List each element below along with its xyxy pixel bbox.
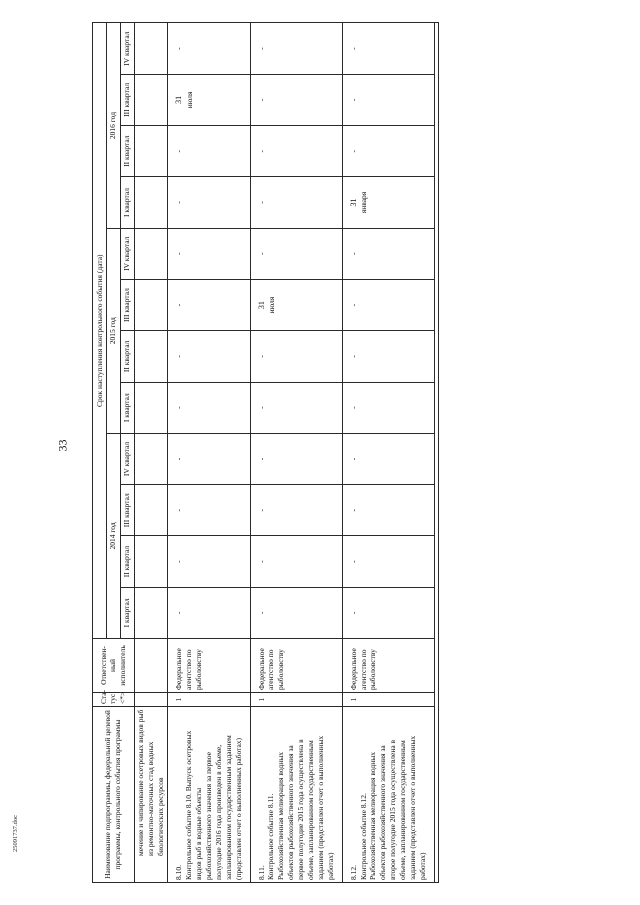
header-quarter: III квартал (120, 279, 134, 330)
header-status-column: Ста-тус <*> (93, 693, 135, 707)
event-name-cell (168, 707, 250, 883)
document-code: 25091737.doc (12, 814, 19, 852)
event-date-dash: - (250, 587, 342, 638)
event-date-dash: - (250, 331, 342, 382)
event-number: 8.10. (174, 865, 184, 880)
event-date-dash: - (168, 485, 250, 536)
event-date-day: 31 (174, 95, 184, 104)
rotated-table-container (92, 23, 612, 883)
event-date-dash: - (168, 331, 250, 382)
event-date-dash: - (250, 126, 342, 177)
event-status: 1 (342, 693, 434, 707)
empty-cell (134, 639, 168, 693)
event-date-dash: - (168, 382, 250, 433)
event-date-dash: - (168, 126, 250, 177)
event-date-day: 31 (256, 301, 266, 310)
event-date-dash: - (250, 74, 342, 125)
event-date-dash: - (342, 536, 434, 587)
event-executor: Федеральное агентство по рыболовству (168, 639, 250, 693)
event-date-dash: - (168, 228, 250, 279)
event-name: Контрольное событие 8.10. Выпуск осетровых видов рыб в водные объекты рыбохозяйственного значения за первое полугодие 2016 года произведен в объеме, запланированном государственным заданием (представлен отчет о выполненных работах) (184, 730, 243, 880)
event-date-dash: - (342, 382, 434, 433)
event-date-dash: - (250, 536, 342, 587)
header-quarter: IV квартал (120, 23, 134, 74)
event-status: 1 (250, 693, 342, 707)
header-quarter: I квартал (120, 587, 134, 638)
continuation-text (134, 707, 168, 883)
header-executor-column: Ответствен-ный исполнитель (93, 639, 135, 693)
header-quarter: III квартал (120, 74, 134, 125)
event-date-dash: - (250, 228, 342, 279)
event-date-dash: - (342, 74, 434, 125)
event-date-dash: - (342, 587, 434, 638)
empty-cell (134, 23, 168, 74)
event-date-cell (250, 279, 342, 330)
event-status: 1 (168, 693, 250, 707)
header-name-column: Наименование подпрограммы, федеральной целевой программы, контрольного события программы (93, 707, 135, 883)
header-quarter: III квартал (120, 485, 134, 536)
event-date-dash: - (342, 331, 434, 382)
event-date-dash: - (168, 433, 250, 484)
empty-cell (134, 331, 168, 382)
empty-cell (134, 382, 168, 433)
event-date-day: 31 (348, 198, 358, 207)
empty-cell (134, 177, 168, 228)
event-date-dash: - (342, 228, 434, 279)
empty-cell (134, 485, 168, 536)
table-row (168, 23, 250, 883)
event-date-dash: - (168, 536, 250, 587)
event-date-dash: - (168, 587, 250, 638)
bottom-border (434, 23, 438, 883)
event-name-cell (342, 707, 434, 883)
header-year-2015: 2015 год (106, 228, 120, 433)
event-date-month: января (359, 191, 369, 214)
table-bottom-rule (434, 23, 438, 883)
event-name: Контрольное событие 8.12. Рыбохозяйственная мелиорация водных объектов рыбохозяйственного значения за второе полугодие 2015 года осуществлена в объеме, запланированном государственным заданием (представлен отчет о выполненных работах) (358, 735, 427, 880)
event-date-dash: - (342, 279, 434, 330)
event-date-dash: - (168, 23, 250, 74)
header-quarter: IV квартал (120, 228, 134, 279)
event-name: Контрольное событие 8.11. Рыбохозяйственная мелиорация водных объектов рыбохозяйственного значения за первое полугодие 2015 года осуществлена в объеме, запланированном государственным заданием (представлен отчет о выполненных работах) (266, 735, 335, 880)
table-row (342, 23, 434, 883)
empty-cell (134, 228, 168, 279)
event-number: 8.11. (256, 865, 266, 880)
header-quarter: II квартал (120, 126, 134, 177)
empty-cell (134, 74, 168, 125)
event-name-cell (250, 707, 342, 883)
event-date-cell (342, 177, 434, 228)
header-quarter: IV квартал (120, 433, 134, 484)
header-year-2014: 2014 год (106, 433, 120, 638)
event-date-dash: - (250, 485, 342, 536)
continuation-label: мечение и чипирование осетровых видов рыб из ремонтно-маточных стад водных биологических ресурсов (136, 709, 165, 856)
continuation-row (134, 23, 168, 883)
table-body (134, 23, 168, 883)
empty-cell (134, 536, 168, 587)
header-year-2016: 2016 год (106, 23, 120, 228)
event-executor: Федеральное агентство по рыболовству (250, 639, 342, 693)
header-quarter: I квартал (120, 177, 134, 228)
event-date-month: июля (184, 91, 194, 109)
control-events-table (92, 22, 439, 883)
event-date-dash: - (342, 485, 434, 536)
event-executor: Федеральное агентство по рыболовству (342, 639, 434, 693)
event-date-dash: - (342, 126, 434, 177)
empty-cell (134, 587, 168, 638)
empty-cell (134, 279, 168, 330)
page-number: 33 (55, 439, 70, 452)
event-rows (168, 23, 434, 883)
header-period-caption: Срок наступления контрольного события (дата) (93, 23, 107, 639)
empty-cell (134, 126, 168, 177)
empty-cell (134, 433, 168, 484)
event-date-dash: - (168, 177, 250, 228)
event-date-dash: - (250, 23, 342, 74)
table-row (250, 23, 342, 883)
event-date-dash: - (250, 177, 342, 228)
event-date-cell (168, 74, 250, 125)
event-number: 8.12. (348, 865, 358, 880)
header-quarter: II квартал (120, 536, 134, 587)
event-date-dash: - (342, 433, 434, 484)
header-quarter: II квартал (120, 331, 134, 382)
event-date-dash: - (168, 279, 250, 330)
event-date-dash: - (250, 433, 342, 484)
event-date-month: июля (267, 296, 277, 314)
event-date-dash: - (250, 382, 342, 433)
header-quarter: I квартал (120, 382, 134, 433)
event-date-dash: - (342, 23, 434, 74)
empty-cell (134, 693, 168, 707)
